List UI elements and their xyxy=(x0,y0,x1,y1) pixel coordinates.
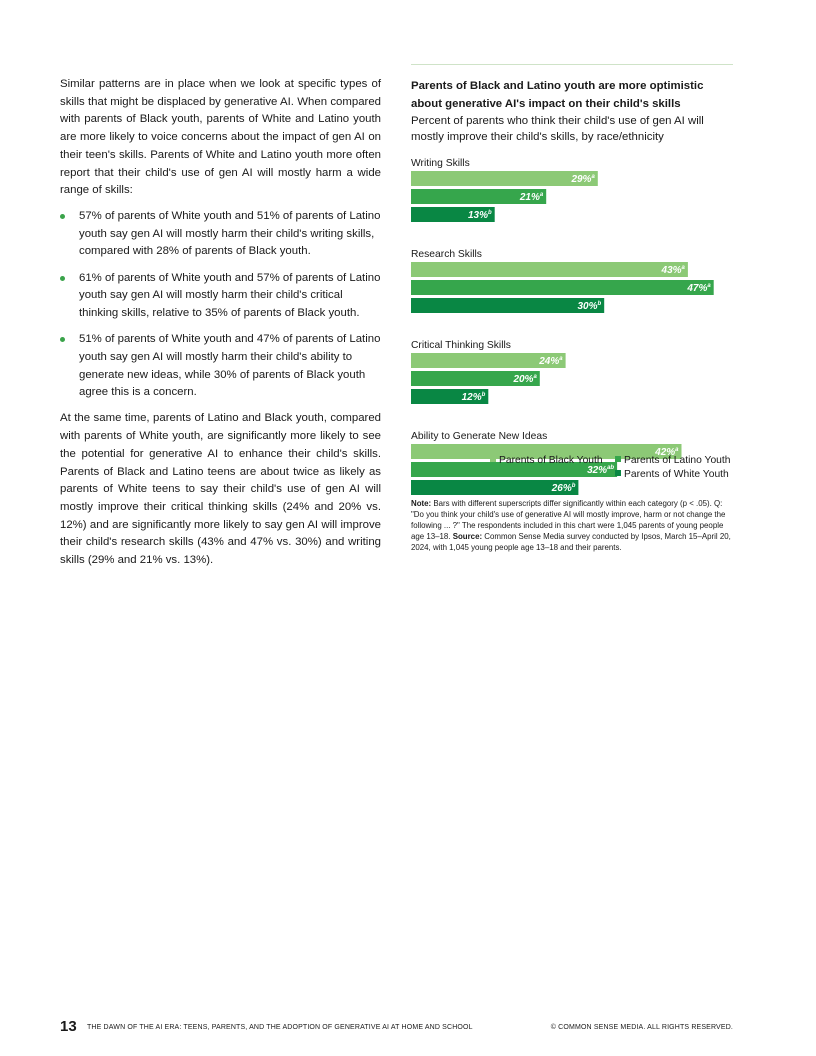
list-item: 51% of parents of White youth and 47% of parents of Latino youth say gen AI will mostly harm their child's ability to generate new ideas, while 30% of parents of Black youth agree this is a concern. xyxy=(60,331,381,402)
legend-label: Parents of White Youth xyxy=(624,469,729,480)
chart-subtitle: Percent of parents who think their child's use of gen AI will mostly improve their child's skills, by race/ethnicity xyxy=(411,115,704,143)
category-label: Research Skills xyxy=(411,249,482,260)
note-label: Note: xyxy=(411,499,432,508)
list-item: 61% of parents of White youth and 57% of parents of Latino youth say gen AI will mostly harm their child's critical thinking skills, relative to 35% of parents of Black youth. xyxy=(60,270,381,323)
chart-note xyxy=(411,498,733,553)
data-label: 43%$^a$ xyxy=(661,265,685,276)
legend-label: Parents of Latino Youth xyxy=(624,455,731,466)
bullet-dot-icon xyxy=(60,276,65,281)
intro-paragraph: Similar patterns are in place when we look at specific types of skills that might be displaced by generative AI. When compared with parents of Black youth, parents of White and Latino youth are more likely to voice concerns about the impact of gen AI on their teen's skills. Parents of White and Latino youth more often report that their child's use of gen AI will mostly harm a wide range of skills: xyxy=(60,78,381,197)
legend-item-latino xyxy=(615,454,731,467)
data-label: 29%$^a$ xyxy=(571,174,595,185)
report-title: THE DAWN OF THE AI ERA: TEENS, PARENTS, AND THE ADOPTION OF GENERATIVE AI AT HOME AND SCHOOL xyxy=(87,1024,473,1031)
data-label: 30%$^b$ xyxy=(577,301,602,312)
data-label: 32%$^{ab}$ xyxy=(587,465,615,476)
data-label: 42%$^a$ xyxy=(655,447,679,458)
copyright-notice: © COMMON SENSE MEDIA. ALL RIGHTS RESERVED. xyxy=(550,1024,733,1031)
legend-swatch-white xyxy=(615,470,621,476)
category-label: Writing Skills xyxy=(411,158,470,169)
bar-research-skills-2 xyxy=(411,280,714,295)
list-item: 57% of parents of White youth and 51% of parents of Latino youth say gen AI will mostly harm their child's writing skills, compared with 28% of parents of Black youth. xyxy=(60,208,381,261)
source-text: Common Sense Media survey conducted by Ipsos, March 15–April 20, 2024, with 1,045 young people age 13–18 and their parents. xyxy=(411,532,731,552)
bar-research-skills-3 xyxy=(411,298,604,313)
data-label: 47%$^a$ xyxy=(687,283,711,294)
closing-paragraph: At the same time, parents of Latino and Black youth, compared with parents of White youth, are significantly more likely to see the potential for generative AI to enhance their child's skills. Parents of Black and Latino teens are about twice as likely as parents of White teens to say their child's use of gen AI will mostly improve their critical thinking skills (24% and 20% vs. 12%) and are significantly more likely to say gen AI will improve their child's research skills (43% and 47% vs. 30%) and writing skills (29% and 21% vs. 13%). xyxy=(60,412,381,567)
bar-research-skills-1 xyxy=(411,262,688,277)
legend-swatch-latino xyxy=(615,456,621,462)
note-text: Bars with different superscripts differ significantly within each category (p < .05). Q: "Do you think your child's use of generative AI will mostly improve, harm or not change the following ... ?" The respondents included in this chart were 1,045 parents of young people age 13–18. xyxy=(411,499,726,541)
data-label: 20%$^a$ xyxy=(513,374,537,385)
page-number: 13 xyxy=(60,1018,77,1035)
data-label: 13%$^b$ xyxy=(468,210,492,221)
data-label: 12%$^b$ xyxy=(461,392,486,403)
data-label: 24%$^a$ xyxy=(539,356,563,367)
legend-item-white xyxy=(615,468,729,481)
data-label: 26%$^b$ xyxy=(551,483,576,494)
bullet-dot-icon xyxy=(60,337,65,342)
legend-swatch-black xyxy=(490,456,496,462)
legend-item-black xyxy=(490,454,603,467)
body-text xyxy=(60,76,381,578)
top-divider xyxy=(411,64,733,65)
legend-label: Parents of Black Youth xyxy=(499,455,603,466)
data-label: 21%$^a$ xyxy=(519,192,544,203)
chart-panel xyxy=(411,64,733,553)
chart-title: Parents of Black and Latino youth are more optimistic about generative AI's impact on their child's skills xyxy=(411,80,704,110)
bar-writing-skills-1 xyxy=(411,171,598,186)
findings-list xyxy=(60,208,381,402)
source-label: Source: xyxy=(452,532,483,541)
page-footer xyxy=(60,1018,733,1036)
category-label: Ability to Generate New Ideas xyxy=(411,431,548,442)
category-label: Critical Thinking Skills xyxy=(411,340,511,351)
chart-legend xyxy=(411,454,733,486)
bullet-dot-icon xyxy=(60,214,65,219)
